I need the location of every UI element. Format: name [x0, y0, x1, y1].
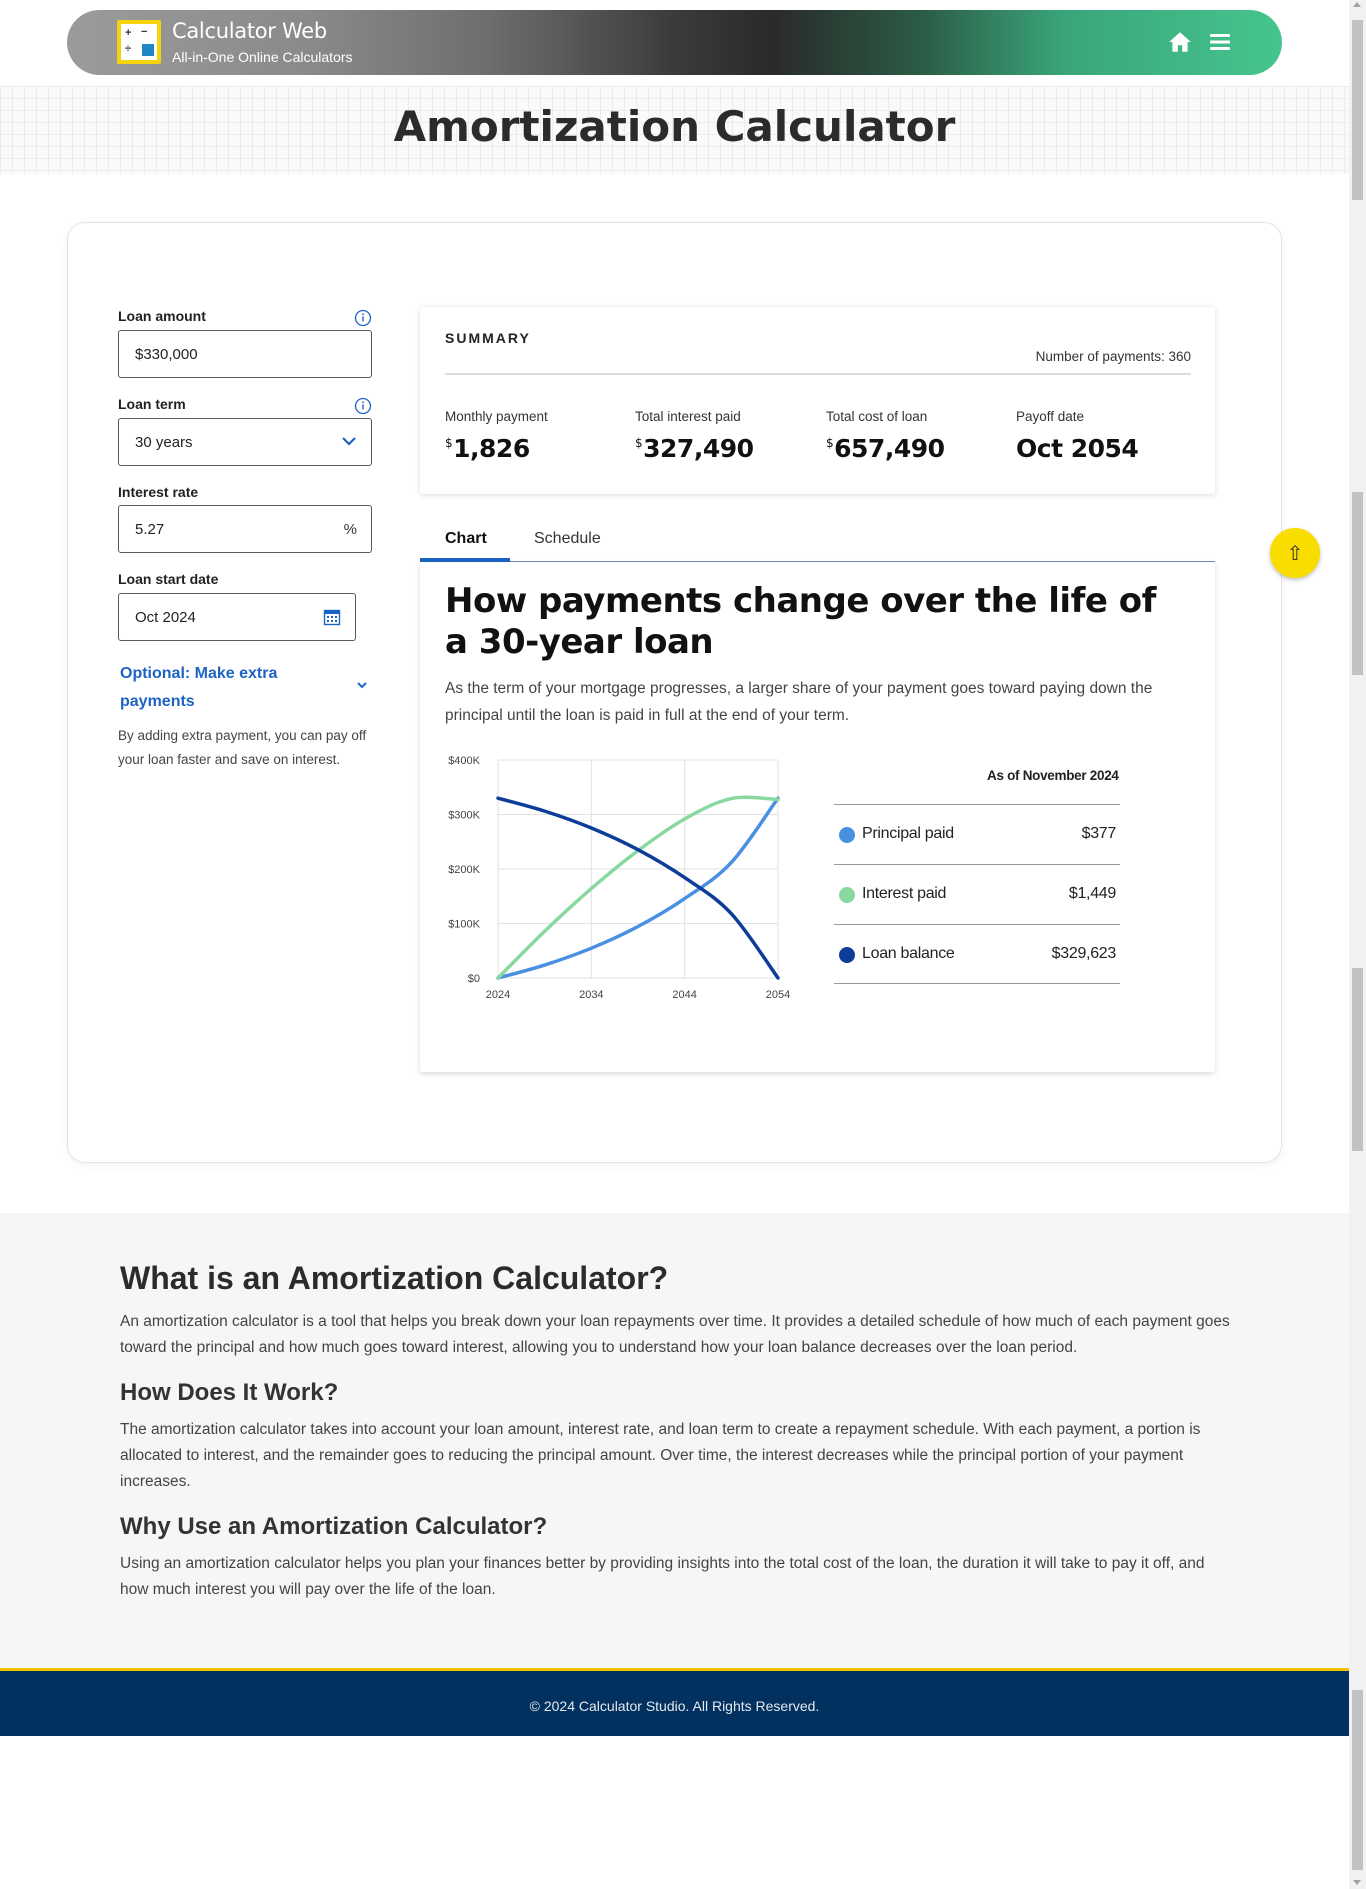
chart-description: As the term of your mortgage progresses, a larger share of your payment goes toward paying down the principal until the loan is paid in full at the end of your term. — [445, 680, 1153, 724]
copyright-text: © 2024 Calculator Studio. All Rights Reserved. — [529, 1698, 820, 1714]
scroll-to-top-button[interactable] — [1270, 528, 1320, 578]
tab-chart[interactable]: Chart — [445, 530, 487, 547]
y-tick-label: $0 — [467, 973, 480, 985]
menu-icon[interactable] — [1208, 30, 1232, 54]
loan-term-info-icon[interactable] — [354, 397, 372, 415]
start-date-input[interactable] — [118, 593, 356, 641]
extra-payments-toggle[interactable]: Optional: Make extra payments — [120, 665, 278, 710]
brand-subtitle: All-in-One Online Calculators — [172, 49, 353, 65]
legend-date: As of November 2024 — [987, 768, 1119, 783]
stat-value: 327,490 — [643, 434, 754, 463]
x-tick-label: 2034 — [579, 989, 604, 1001]
tab-schedule[interactable]: Schedule — [534, 530, 601, 547]
loan-term-value: 30 years — [135, 433, 193, 451]
currency-symbol: $ — [445, 436, 453, 450]
interest-rate-input[interactable] — [118, 505, 372, 553]
why-heading: Why Use an Amortization Calculator? — [120, 1513, 548, 1540]
legend-name: Interest paid — [862, 885, 947, 902]
x-tick-label: 2044 — [672, 989, 697, 1001]
scrollbar-thumb[interactable] — [1352, 20, 1363, 200]
legend-value: $377 — [1081, 825, 1116, 842]
loan-term-select[interactable] — [118, 418, 372, 466]
stat-value: 657,490 — [834, 434, 945, 463]
principal-dot-icon — [839, 827, 855, 843]
how-paragraph: The amortization calculator takes into account your loan amount, interest rate, and loan term to create a repayment schedule. With each payment, a portion is allocated to interest, and the remainder goes to reducing the principal amount. Over time, the interest decreases while the principal portion of your payment increases. — [120, 1421, 1201, 1490]
legend-row-principal — [834, 804, 1120, 864]
how-heading: How Does It Work? — [120, 1379, 339, 1406]
interest-rate-label: Interest rate — [118, 484, 199, 500]
interest-rate-value: 5.27 — [135, 520, 165, 538]
loan-amount-info-icon[interactable] — [354, 309, 372, 327]
stat-payoff-date — [1016, 409, 1138, 463]
what-paragraph: An amortization calculator is a tool that helps you break down your loan repayments over time. It provides a detailed schedule of how much of each payment goes toward the principal and how much goes toward interest, allowing you to understand how your loan balance decreases over the loan period. — [120, 1313, 1230, 1356]
summary-panel — [420, 307, 1215, 494]
summary-title: SUMMARY — [445, 330, 531, 346]
percent-suffix: % — [343, 520, 357, 538]
result-tabs — [420, 524, 1215, 562]
legend-row-balance — [834, 924, 1120, 984]
legend-name: Principal paid — [862, 825, 954, 842]
stat-total-interest — [635, 409, 754, 463]
scroll-up-arrow-icon[interactable] — [1353, 2, 1361, 7]
info-section — [0, 1213, 1349, 1668]
what-heading: What is an Amortization Calculator? — [120, 1260, 669, 1296]
calendar-icon[interactable] — [323, 608, 341, 626]
brand-title[interactable]: Calculator Web — [172, 19, 327, 43]
extra-payments-note: By adding extra payment, you can pay off your loan faster and save on interest. — [118, 728, 367, 767]
series-line-loan-balance — [498, 798, 778, 978]
x-tick-label: 2024 — [485, 989, 511, 1001]
stat-value: 1,826 — [453, 434, 530, 463]
chart-panel — [420, 563, 1215, 1072]
stat-label: Monthly payment — [445, 409, 548, 424]
currency-symbol: $ — [635, 436, 643, 450]
y-tick-label: $100K — [448, 918, 480, 931]
loan-term-label: Loan term — [118, 396, 186, 412]
legend-value: $1,449 — [1068, 885, 1116, 902]
currency-symbol: $ — [826, 436, 834, 450]
scrollbar-thumb[interactable] — [1352, 968, 1363, 1151]
site-header — [67, 10, 1282, 75]
site-footer — [0, 1668, 1349, 1736]
stat-monthly-payment — [445, 409, 548, 463]
stat-total-cost — [826, 409, 945, 463]
y-tick-label: $200K — [448, 864, 480, 876]
stat-value: Oct 2054 — [1016, 434, 1139, 463]
balance-dot-icon — [839, 947, 855, 963]
chevron-down-icon — [341, 435, 357, 447]
legend-row-interest — [834, 864, 1120, 924]
y-tick-label: $300K — [448, 809, 480, 822]
page-title: Amortization Calculator — [393, 102, 956, 151]
stat-label: Total cost of loan — [826, 409, 928, 424]
number-of-payments: Number of payments: 360 — [1035, 349, 1191, 364]
series-line-principal-paid — [498, 798, 778, 978]
why-paragraph: Using an amortization calculator helps you plan your finances better by providing insights into the total cost of the loan, the duration it will take to pay it off, and how much interest you will pay over the life of the loan. — [120, 1555, 1205, 1598]
amortization-line-chart — [420, 753, 820, 1023]
start-date-label: Loan start date — [118, 571, 219, 587]
stat-label: Total interest paid — [635, 409, 741, 424]
chart-heading: How payments change over the life of a 30-year loan — [445, 581, 1156, 662]
start-date-value: Oct 2024 — [135, 608, 196, 626]
active-tab-indicator — [420, 558, 510, 562]
scrollbar-thumb[interactable] — [1352, 1690, 1363, 1870]
calculator-logo-icon[interactable]: + − ÷ — [117, 20, 161, 64]
arrow-up-icon: ⇧ — [1286, 542, 1304, 565]
loan-amount-label: Loan amount — [118, 308, 206, 324]
series-line-interest-paid — [498, 797, 778, 978]
legend-name: Loan balance — [862, 945, 955, 962]
stat-label: Payoff date — [1016, 409, 1085, 424]
legend-value: $329,623 — [1051, 945, 1116, 962]
chevron-down-icon[interactable] — [356, 680, 368, 690]
loan-amount-value: $330,000 — [135, 345, 198, 363]
scrollbar-thumb[interactable] — [1352, 492, 1363, 675]
x-tick-label: 2054 — [765, 989, 791, 1001]
home-icon[interactable] — [1167, 29, 1193, 55]
scroll-down-arrow-icon[interactable] — [1353, 1880, 1361, 1885]
summary-divider — [445, 373, 1191, 375]
loan-amount-input[interactable] — [118, 330, 372, 378]
page-scrollbar[interactable] — [1349, 0, 1366, 1889]
y-tick-label: $400K — [448, 755, 480, 767]
interest-dot-icon — [839, 887, 855, 903]
